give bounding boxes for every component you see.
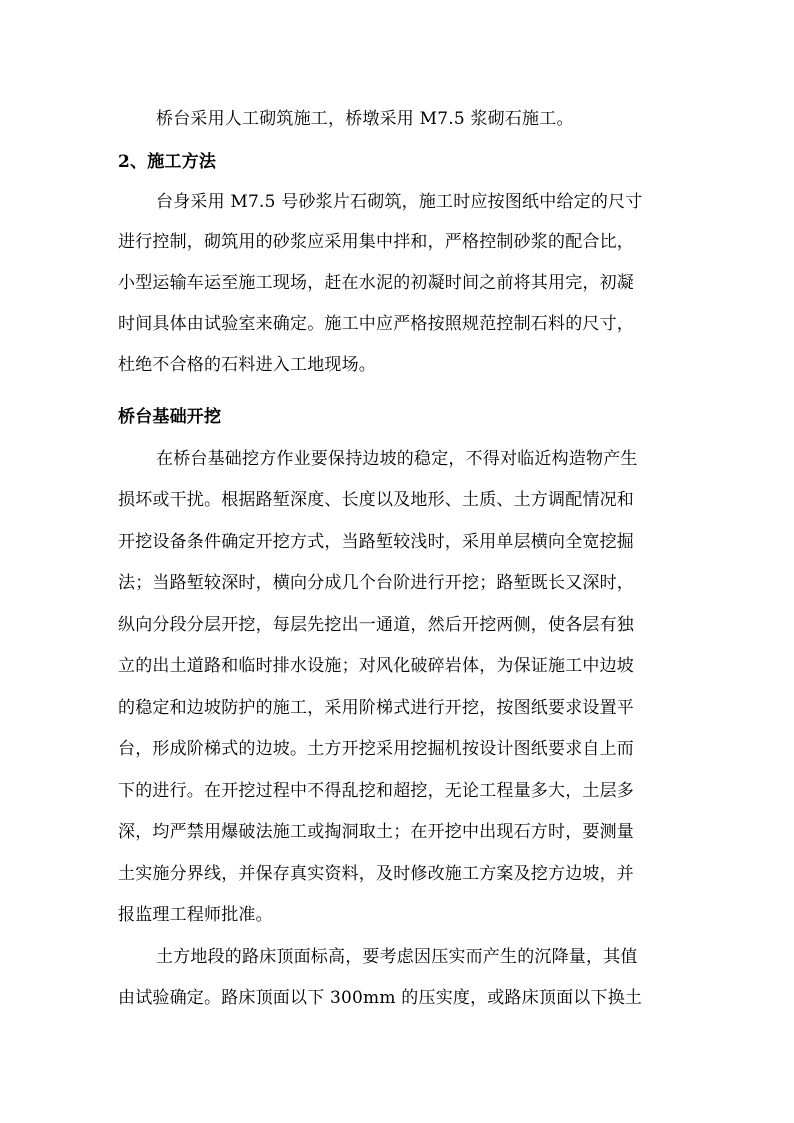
paragraph-line: 损坏或干扰。根据路堑深度、长度以及地形、土质、土方调配情况和 bbox=[118, 490, 634, 510]
paragraph-line: 土实施分界线，并保存真实资料，及时修改施工方案及挖方边坡，并 bbox=[118, 864, 634, 884]
paragraph-line: 进行控制，砌筑用的砂浆应采用集中拌和，严格控制砂浆的配合比， bbox=[118, 232, 634, 252]
paragraph-line: 立的出土道路和临时排水设施；对风化破碎岩体，为保证施工中边坡 bbox=[118, 656, 634, 676]
section-heading: 2、施工方法 bbox=[118, 152, 217, 172]
section-heading: 桥台基础开挖 bbox=[118, 407, 222, 427]
paragraph-line: 台身采用 M7.5 号砂浆片石砌筑，施工时应按图纸中给定的尺寸 bbox=[156, 192, 643, 212]
paragraph-line: 小型运输车运至施工现场，赶在水泥的初凝时间之前将其用完，初凝 bbox=[118, 273, 634, 293]
paragraph-line: 在桥台基础挖方作业要保持边坡的稳定，不得对临近构造物产生 bbox=[156, 449, 638, 469]
paragraph-line: 土方地段的路床顶面标高，要考虑因压实而产生的沉降量，其值 bbox=[156, 947, 638, 967]
paragraph-line: 由试验确定。路床顶面以下 300mm 的压实度，或路床顶面以下换土 bbox=[118, 988, 643, 1008]
paragraph-line: 法；当路堑较深时，横向分成几个台阶进行开挖；路堑既长又深时， bbox=[118, 573, 634, 593]
paragraph-line: 开挖设备条件确定开挖方式，当路堑较浅时，采用单层横向全宽挖掘 bbox=[118, 532, 634, 552]
paragraph-line: 台，形成阶梯式的边坡。土方开挖采用挖掘机按设计图纸要求自上而 bbox=[118, 739, 634, 759]
paragraph-line: 桥台采用人工砌筑施工，桥墩采用 M7.5 浆砌石施工。 bbox=[156, 109, 574, 129]
paragraph-line: 纵向分段分层开挖，每层先挖出一通道，然后开挖两侧，使各层有独 bbox=[118, 615, 634, 635]
paragraph-line: 下的进行。在开挖过程中不得乱挖和超挖，无论工程量多大，土层多 bbox=[118, 781, 634, 801]
paragraph-line: 的稳定和边坡防护的施工，采用阶梯式进行开挖，按图纸要求设置平 bbox=[118, 698, 634, 718]
paragraph-line: 报监理工程师批准。 bbox=[118, 905, 273, 925]
paragraph-line: 深，均严禁用爆破法施工或掏洞取土；在开挖中出现石方时，要测量 bbox=[118, 822, 634, 842]
paragraph-line: 时间具体由试验室来确定。施工中应严格按照规范控制石料的尺寸， bbox=[118, 314, 634, 334]
paragraph-line: 杜绝不合格的石料进入工地现场。 bbox=[118, 355, 376, 375]
